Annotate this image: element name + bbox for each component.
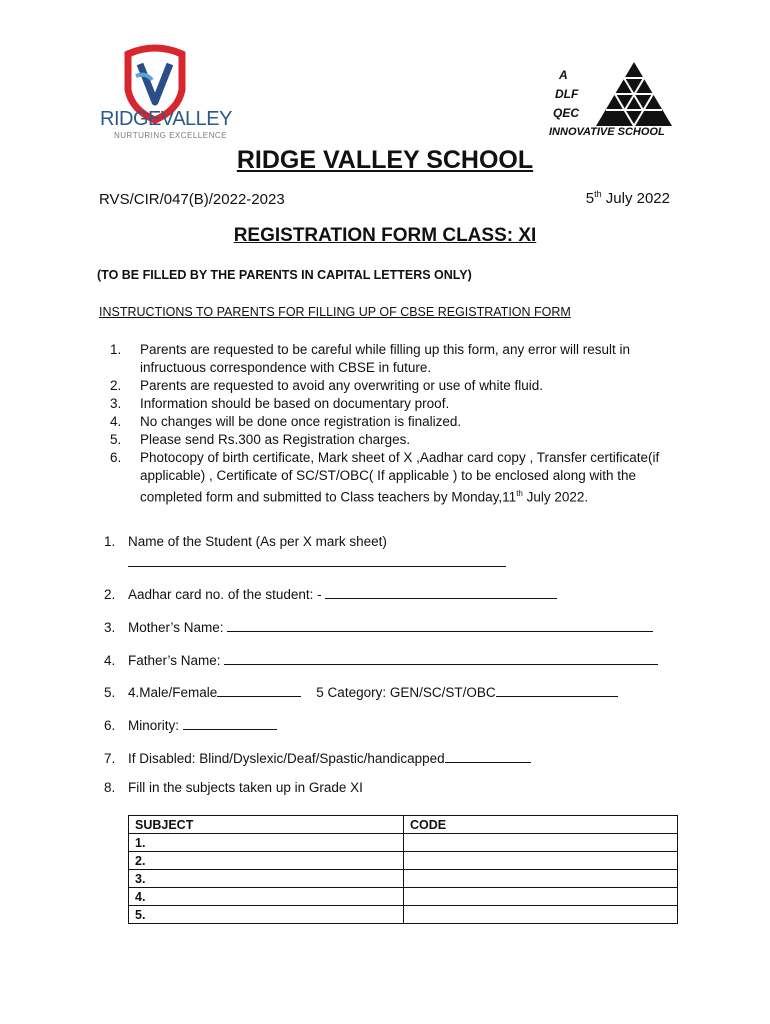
subject-cell[interactable]: 3.: [129, 870, 404, 888]
subject-cell[interactable]: 2.: [129, 852, 404, 870]
mother-name-input-line[interactable]: [227, 617, 653, 632]
father-name-label: Father’s Name:: [128, 653, 225, 668]
student-name-field: 1. Name of the Student (As per X mark sheet): [104, 534, 387, 549]
form-title: REGISTRATION FORM CLASS: XI: [233, 225, 537, 246]
code-cell[interactable]: [404, 888, 678, 906]
code-cell[interactable]: [404, 834, 678, 852]
disabled-field: 7. If Disabled: Blind/Dyslexic/Deaf/Spastic/handicapped: [104, 748, 531, 766]
table-row: [129, 834, 678, 852]
table-row: [129, 852, 678, 870]
dlf-triangle-logo: [596, 62, 672, 126]
minority-label: Minority:: [128, 718, 183, 733]
instruction-item: 2. Parents are requested to avoid any overwriting or use of white fluid.: [110, 378, 543, 393]
instruction-item: 1. Parents are requested to be careful while filling up this form, any error will result in infructuous correspondence with CBSE in future.: [110, 342, 630, 375]
aadhar-label: Aadhar card no. of the student: -: [128, 587, 326, 602]
dlf-logo-line-dlf: DLF: [555, 87, 579, 101]
instruction-item: 6. Photocopy of birth certificate, Mark sheet of X ,Aadhar card copy , Transfer certificate(if applicable) , Certificate of SC/ST/OBC( If applicable ) to be enclosed along with the completed form and submitted to Class teachers by Monday,11th July 2022.: [110, 450, 660, 505]
table-header-row: [129, 816, 678, 834]
instruction-item: 3. Information should be based on documentary proof.: [110, 396, 450, 411]
student-name-label: Name of the Student (As per X mark sheet): [128, 534, 387, 549]
code-column-header: CODE: [404, 816, 678, 834]
category-label: 5 Category: GEN/SC/ST/OBC: [316, 685, 496, 700]
instruction-item: 4. No changes will be done once registration is finalized.: [110, 414, 462, 429]
aadhar-input-line[interactable]: [325, 584, 557, 599]
instructions-list: [110, 341, 685, 507]
school-title: RIDGE VALLEY SCHOOL: [236, 146, 534, 174]
subjects-field: 8. Fill in the subjects taken up in Grade XI: [104, 780, 363, 795]
table-row: [129, 906, 678, 924]
ridgevalley-wordmark: RIDGEVALLEY: [100, 108, 232, 130]
subject-cell[interactable]: 4.: [129, 888, 404, 906]
instructions-heading: INSTRUCTIONS TO PARENTS FOR FILLING UP OF CBSE REGISTRATION FORM: [99, 305, 571, 319]
gender-category-field: 5. 4.Male/Female 5 Category: GEN/SC/ST/OBC: [104, 682, 618, 700]
aadhar-field: 2. Aadhar card no. of the student: -: [104, 584, 557, 602]
circular-date: 5th July 2022: [585, 189, 670, 207]
gender-input-line[interactable]: [217, 682, 301, 697]
disabled-label: If Disabled: Blind/Dyslexic/Deaf/Spastic/handicapped: [128, 751, 445, 766]
student-name-input-line[interactable]: [128, 552, 506, 567]
father-name-input-line[interactable]: [224, 650, 658, 665]
table-row: [129, 888, 678, 906]
subjects-label: Fill in the subjects taken up in Grade XI: [128, 780, 363, 795]
instruction-item: 5. Please send Rs.300 as Registration charges.: [110, 432, 411, 447]
subject-cell[interactable]: 1.: [129, 834, 404, 852]
ridgevalley-tagline: NURTURING EXCELLENCE: [114, 131, 227, 140]
circular-reference: RVS/CIR/047(B)/2022-2023: [99, 191, 285, 208]
disabled-input-line[interactable]: [445, 748, 531, 763]
dlf-logo-tagline: INNOVATIVE SCHOOL: [549, 126, 665, 138]
mother-name-field: 3. Mother’s Name:: [104, 617, 653, 635]
category-input-line[interactable]: [496, 682, 618, 697]
subject-column-header: SUBJECT: [129, 816, 404, 834]
code-cell[interactable]: [404, 906, 678, 924]
dlf-logo-line-a: A: [559, 68, 568, 82]
gender-label: 4.Male/Female: [128, 685, 218, 700]
capital-letters-note: (TO BE FILLED BY THE PARENTS IN CAPITAL LETTERS ONLY): [97, 268, 472, 282]
code-cell[interactable]: [404, 852, 678, 870]
mother-name-label: Mother’s Name:: [128, 620, 228, 635]
subjects-table: [128, 815, 678, 924]
minority-field: 6. Minority:: [104, 715, 277, 733]
father-name-field: 4. Father’s Name:: [104, 650, 658, 668]
subject-cell[interactable]: 5.: [129, 906, 404, 924]
dlf-logo-line-qec: QEC: [553, 106, 580, 120]
minority-input-line[interactable]: [183, 715, 277, 730]
code-cell[interactable]: [404, 870, 678, 888]
table-row: [129, 870, 678, 888]
